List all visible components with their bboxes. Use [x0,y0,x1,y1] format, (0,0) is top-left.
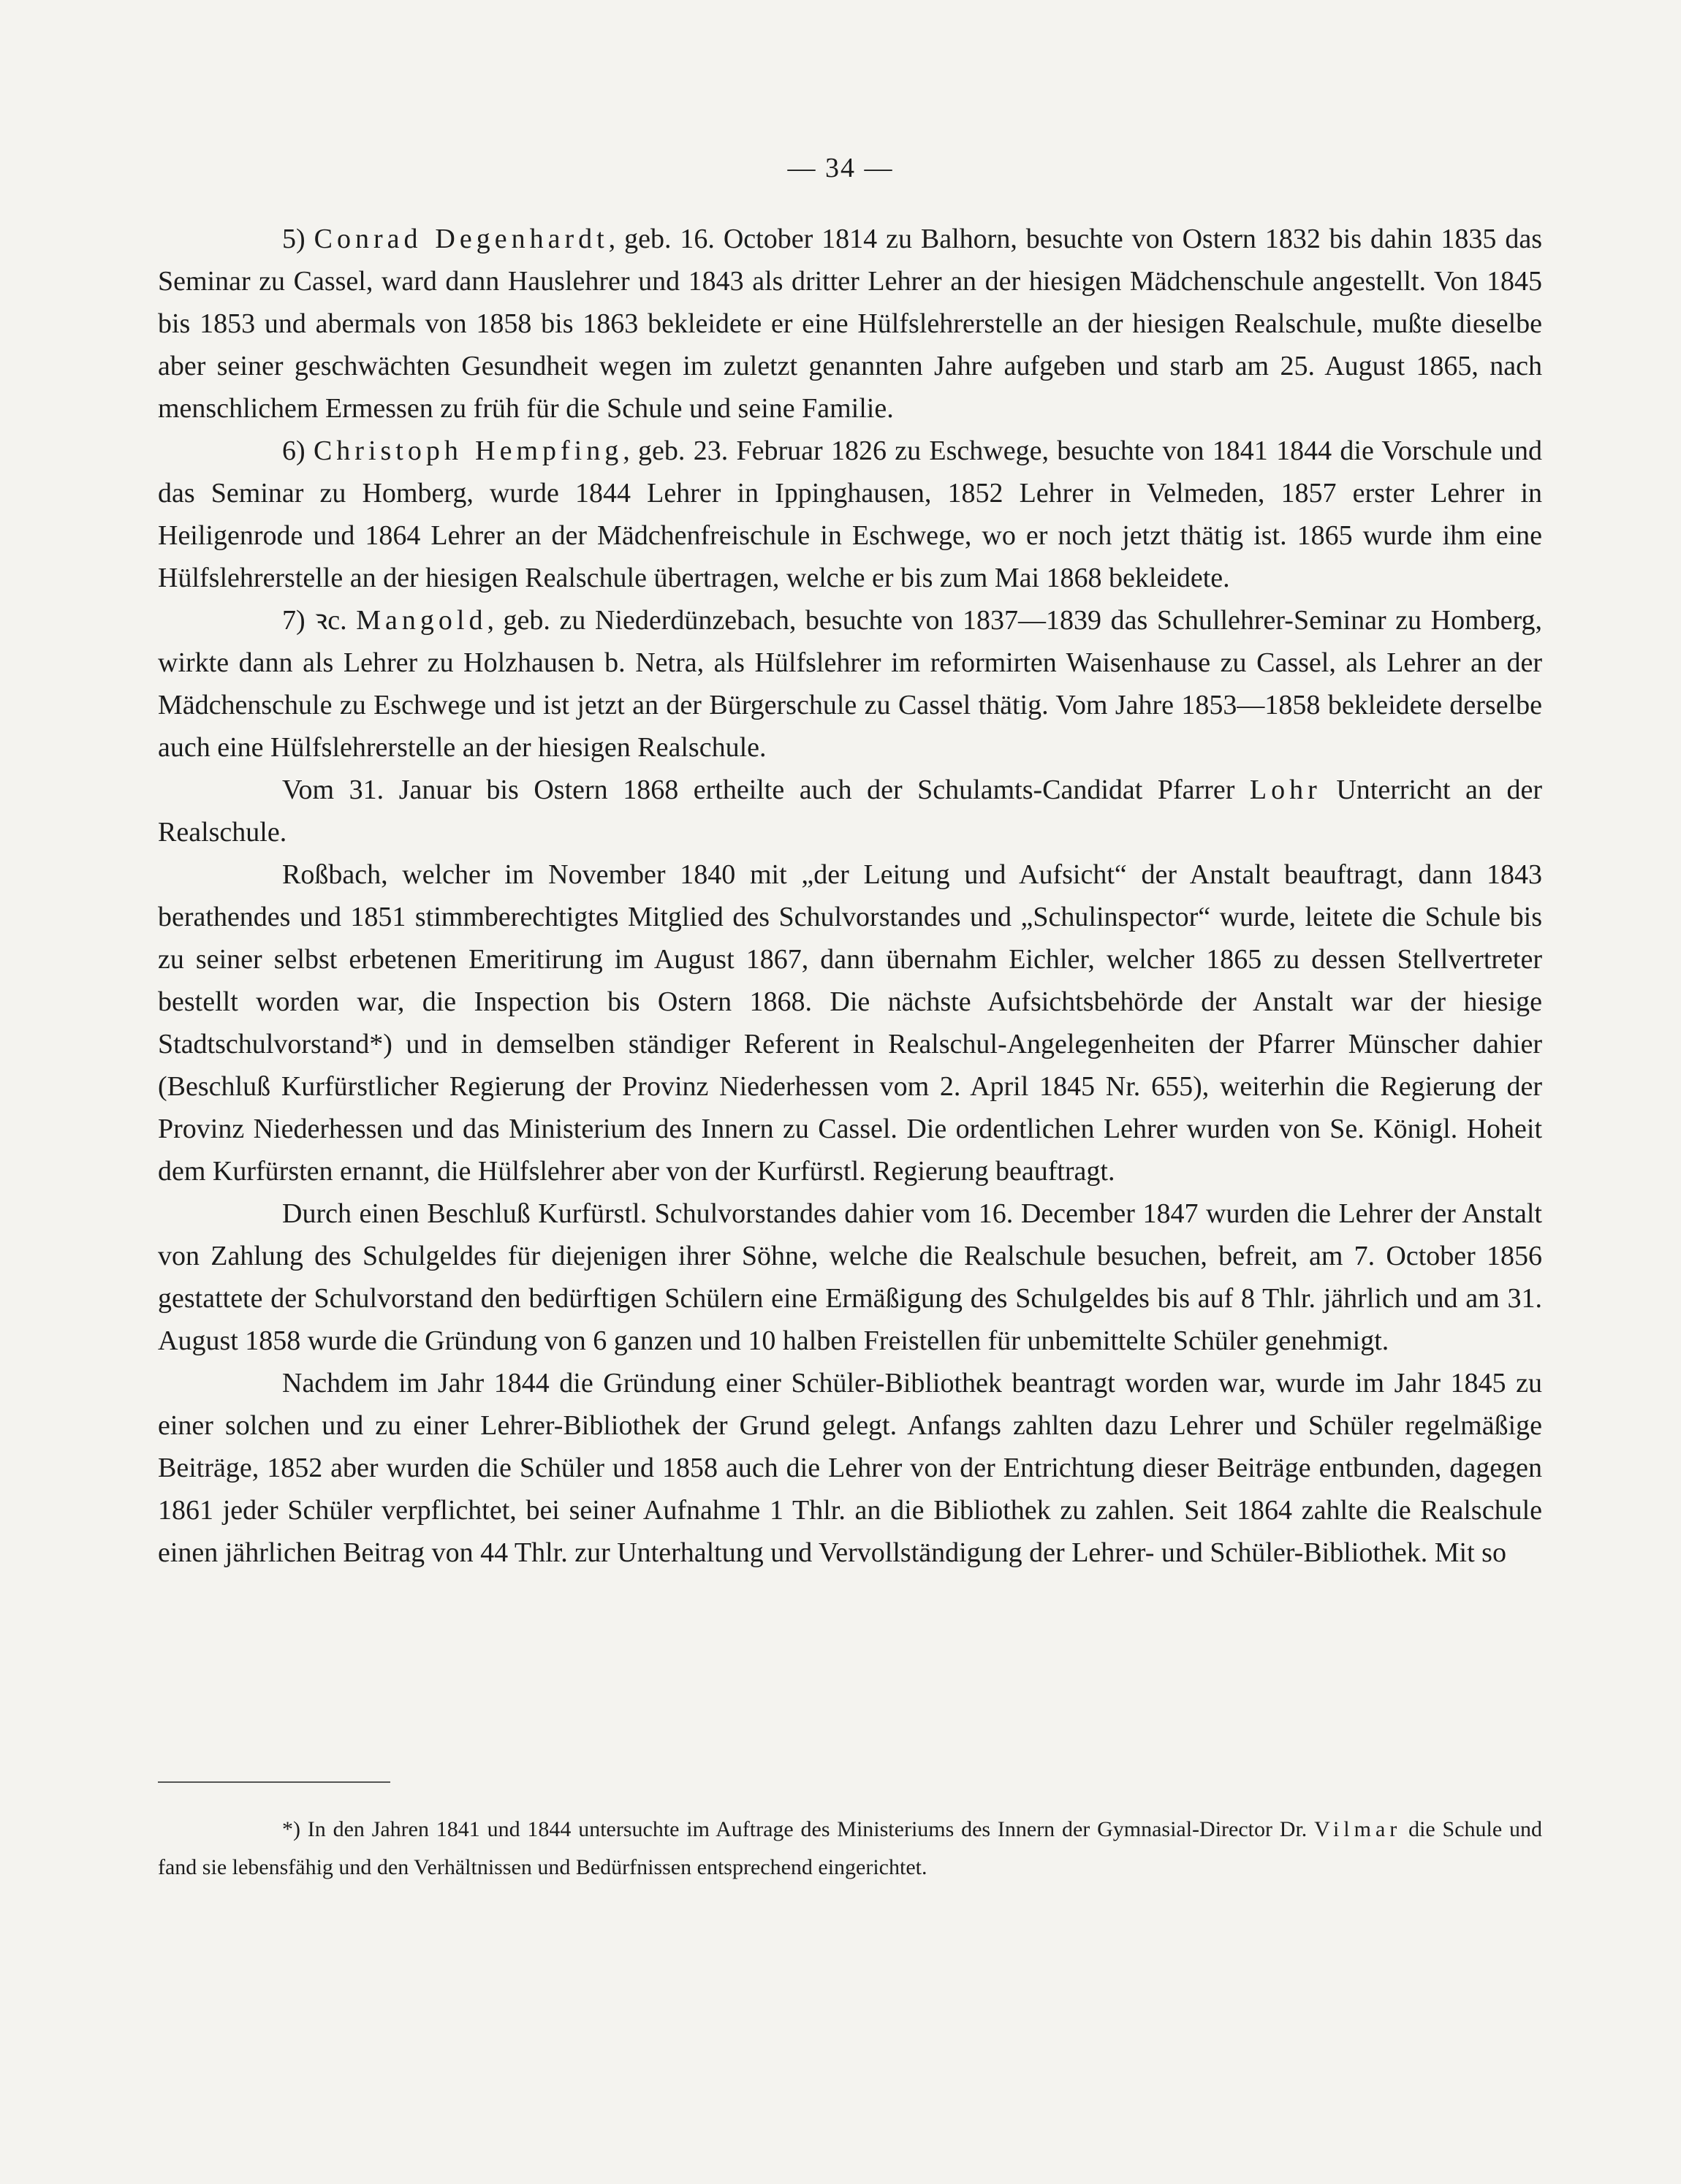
person-name: Vilmar [1314,1817,1402,1841]
page-number: — 34 — [787,153,894,183]
person-name: Mangold [356,605,487,636]
body-text [158,218,1542,1574]
paragraph-mangold [158,599,1542,769]
footnote-text: die Schule und fand sie lebensfähig und den Verhältnissen und Bedürfnissen entsprechend eingerichtet. [158,1817,1542,1879]
footnote-divider [158,1781,390,1783]
paragraph-text: Unterricht an der Realschule. [158,775,1543,848]
paragraph-hempfing [158,430,1542,599]
person-name: Conrad Degenhardt [314,224,609,254]
paragraph-rossbach: Roßbach, welcher im November 1840 mit „der Leitung und Aufsicht“ der Anstalt beauftragt, dann 1843 berathendes und 1851 stimmberechtigtes Mitglied des Schulvorstandes und „Schulinspector“ wurde, leitete die Schule bis zu seiner selbst erbetenen Emeritirung im August 1867, dann übernahm Eichler, welcher 1865 zu dessen Stellvertreter bestellt worden war, die Inspection bis Ostern 1868. Die nächste Aufsichtsbehörde der Anstalt war der hiesige Stadtschulvorstand*) und in demselben ständiger Referent in Realschul-Angelegenheiten der Pfarrer Münscher dahier (Beschluß Kurfürstlicher Regierung der Provinz Niederhessen vom 2. April 1845 Nr. 655), weiterhin die Regierung der Provinz Niederhessen und das Ministerium des Innern zu Cassel. Die ordentlichen Lehrer wurden von Se. Königl. Hoheit dem Kurfürsten ernannt, die Hülfslehrer aber von der Kurfürstl. Regierung beauftragt. [158,859,1542,1187]
paragraph-bibliothek: Nachdem im Jahr 1844 die Gründung einer Schüler-Bibliothek beantragt worden war, wurde im Jahr 1845 zu einer solchen und zu einer Lehrer-Bibliothek der Grund gelegt. Anfangs zahlten dazu Lehrer und Schüler regelmäßige Beiträge, 1852 aber wurden die Schüler und 1858 auch die Lehrer von der Entrichtung dieser Beiträge entbunden, dagegen 1861 jeder Schüler verpflichtet, bei seiner Aufnahme 1 Thlr. an die Bibliothek zu zahlen. Seit 1864 zahlte die Realschule einen jährlichen Beitrag von 44 Thlr. zur Unterhaltung und Vervollständigung der Lehrer- und Schüler-Bibliothek. Mit so [158,1368,1542,1568]
list-number: 5) [282,224,314,254]
paragraph-schulgeld: Durch einen Beschluß Kurfürstl. Schulvorstandes dahier vom 16. December 1847 wurden die Lehrer der Anstalt von Zahlung des Schulgeldes für diejenigen ihrer Söhne, welche die Realschule besuchen, befreit, am 7. October 1856 gestattete der Schulvorstand den bedürftigen Schülern eine Ermäßigung des Schulgeldes bis auf 8 Thlr. jährlich und am 31. August 1858 wurde die Gründung von 6 ganzen und 10 halben Freistellen für unbemittelte Schüler genehmigt. [158,1198,1542,1356]
paragraph-text: Vom 31. Januar bis Ostern 1868 ertheilte auch der Schulamts-Candidat Pfarrer [282,775,1250,805]
person-name: Christoph Hempfing [313,435,623,466]
list-number: 7) ꝛc. [282,605,357,636]
list-number: 6) [282,435,314,466]
paragraph-text: , geb. 23. Februar 1826 zu Eschwege, besuchte von 1841 1844 die Vorschule und das Seminar zu Homberg, wurde 1844 Lehrer in Ippinghausen, 1852 Lehrer in Velmeden, 1857 erster Lehrer in Heiligenrode und 1864 Lehrer an der Mädchenfreischule in Eschwege, wo er noch jetzt thätig ist. 1865 wurde ihm eine Hülfslehrerstelle an der hiesigen Realschule übertragen, welche er bis zum Mai 1868 bekleidete. [158,435,1542,593]
person-name: Lohr [1249,775,1321,805]
footnote-text: *) In den Jahren 1841 und 1844 untersuchte im Auftrage des Ministeriums des Innern der Gymnasial-Director Dr. [282,1817,1315,1841]
paragraph-degenhardt [158,218,1542,430]
footnote [158,1811,1542,1887]
paragraph-text: , geb. zu Niederdünzebach, besuchte von 1837—1839 das Schullehrer-Seminar zu Homberg, wirkte dann als Lehrer zu Holzhausen b. Netra, als Hülfslehrer im reformirten Waisenhause zu Cassel, als Lehrer an der Mädchenschule zu Eschwege und ist jetzt an der Bürgerschule zu Cassel thätig. Vom Jahre 1853—1858 bekleidete derselbe auch eine Hülfslehrerstelle an der hiesigen Realschule. [158,605,1542,763]
paragraph-text: , geb. 16. October 1814 zu Balhorn, besuchte von Ostern 1832 bis dahin 1835 das Seminar zu Cassel, ward dann Hauslehrer und 1843 als dritter Lehrer an der hiesigen Mädchenschule angestellt. Von 1845 bis 1853 und abermals von 1858 bis 1863 bekleidete er eine Hülfslehrerstelle an der hiesigen Realschule, mußte dieselbe aber seiner geschwächten Gesundheit wegen im zuletzt genannten Jahre aufgeben und starb am 25. August 1865, nach menschlichem Ermessen zu früh für die Schule und seine Familie. [158,224,1542,424]
paragraph-lohr [158,769,1542,853]
